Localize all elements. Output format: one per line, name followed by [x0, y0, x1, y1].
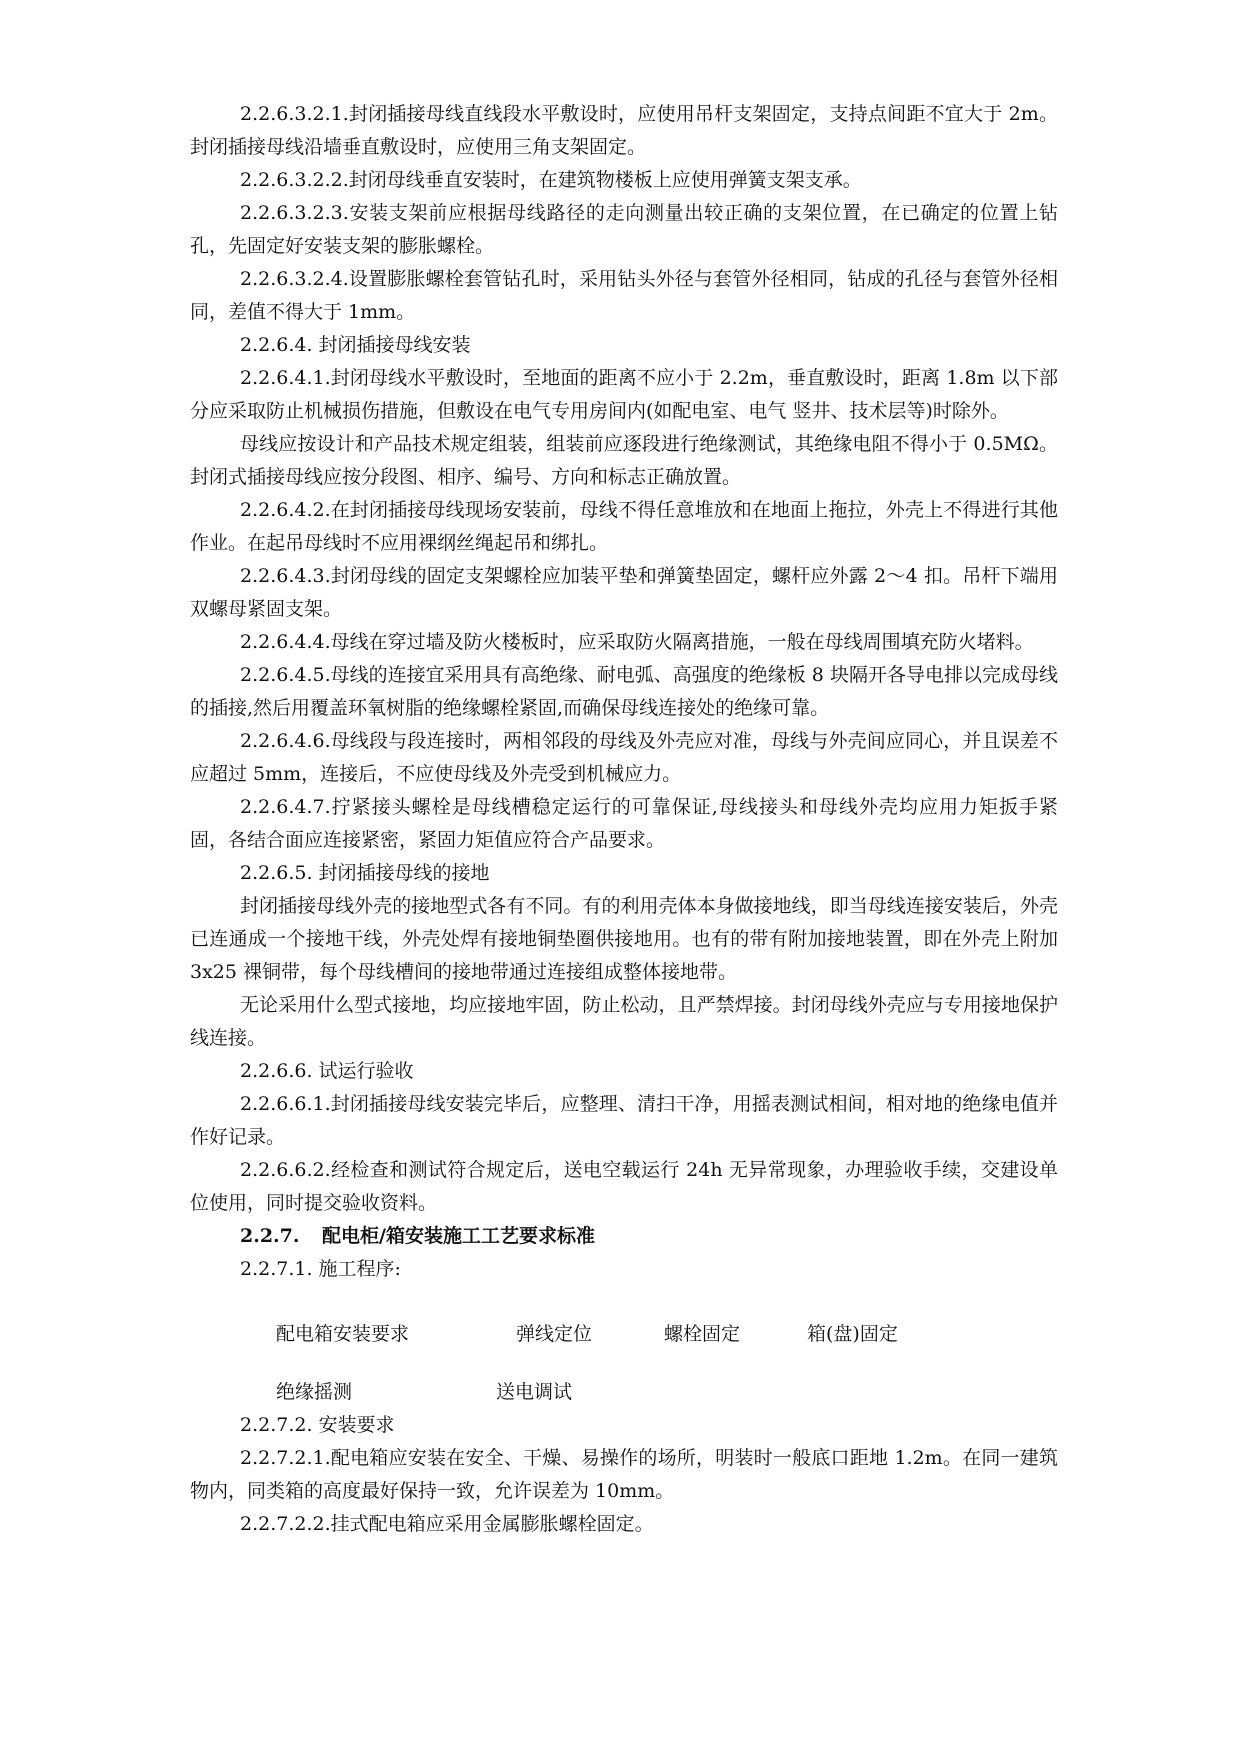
heading-2-2-7-1: 2.2.7.1. 施工程序:: [240, 1258, 401, 1280]
heading-2-2-7-2: 2.2.7.2. 安装要求: [240, 1414, 395, 1436]
paragraph-2-2-6-3-2-4: 2.2.6.3.2.4.设置膨胀螺栓套管钻孔时，采用钻头外径与套管外径相同，钻成的孔径与套管外径相同，差值不得大于 1mm。: [190, 268, 1058, 323]
heading-2-2-6-6: 2.2.6.6. 试运行验收: [240, 1060, 414, 1082]
flow-row-2: [190, 1376, 1058, 1409]
paragraph-2-2-6-4-4: 2.2.6.4.4.母线在穿过墙及防火楼板时，应采取防火隔离措施，一般在母线周围填充防火堵料。: [240, 631, 1034, 653]
paragraph-2-2-6-3-2-2: 2.2.6.3.2.2.封闭母线垂直安装时，在建筑物楼板上应使用弹簧支架支承。: [240, 169, 862, 191]
paragraph-2-2-6-6-2: 2.2.6.6.2.经检查和测试符合规定后，送电空载运行 24h 无异常现象，办理验收手续，交建设单位使用，同时提交验收资料。: [190, 1159, 1058, 1214]
flow-step-marking: 弹线定位: [516, 1323, 593, 1345]
flow-step-bolting: 螺栓固定: [664, 1323, 741, 1345]
paragraph-2-2-7-2-2: 2.2.7.2.2.挂式配电箱应采用金属膨胀螺栓固定。: [240, 1513, 654, 1535]
paragraph-grounding-types: 封闭插接母线外壳的接地型式各有不同。有的利用壳体本身做接地线，即当母线连接安装后，外壳已连通成一个接地干线，外壳处焊有接地铜垫圈供接地用。也有的带有附加接地装置，即在外壳上附加 3x25 裸铜带，每个母线槽间的接地带通过连接组成整体接地带。: [190, 895, 1058, 983]
heading-2-2-7: [190, 1220, 1058, 1253]
flow-row-1: [190, 1318, 1058, 1351]
paragraph-insulation-test: 母线应按设计和产品技术规定组装，组装前应逐段进行绝缘测试，其绝缘电阻不得小于 0.5MΩ。封闭式插接母线应按分段图、相序、编号、方向和标志正确放置。: [190, 433, 1058, 488]
paragraph-2-2-6-4-5: 2.2.6.4.5.母线的连接宜采用具有高绝缘、耐电弧、高强度的绝缘板 8 块隔开各导电排以完成母线的插接,然后用覆盖环氧树脂的绝缘螺栓紧固,而确保母线连接处的绝缘可靠。: [190, 664, 1058, 719]
paragraph-2-2-7-2-1: 2.2.7.2.1.配电箱应安装在安全、干燥、易操作的场所，明装时一般底口距地 1.2m。在同一建筑物内，同类箱的高度最好保持一致，允许误差为 10mm。: [190, 1447, 1058, 1502]
heading-2-2-7-number: 2.2.7.: [240, 1225, 300, 1247]
heading-2-2-6-4: 2.2.6.4. 封闭插接母线安装: [240, 334, 471, 356]
flow-step-power-test: 送电调试: [496, 1381, 573, 1403]
paragraph-2-2-6-4-1: 2.2.6.4.1.封闭母线水平敷设时，至地面的距离不应小于 2.2m，垂直敷设时，距离 1.8m 以下部分应采取防止机械损伤措施，但敷设在电气专用房间内(如配电室、电气 竖井、技术层等)时除外。: [190, 367, 1058, 422]
heading-2-2-6-5: 2.2.6.5. 封闭插接母线的接地: [240, 862, 490, 884]
paragraph-grounding-requirement: 无论采用什么型式接地，均应接地牢固，防止松动，且严禁焊接。封闭母线外壳应与专用接地保护线连接。: [190, 994, 1058, 1049]
paragraph-2-2-6-4-3: 2.2.6.4.3.封闭母线的固定支架螺栓应加装平垫和弹簧垫固定，螺杆应外露 2～4 扣。吊杆下端用双螺母紧固支架。: [190, 565, 1058, 620]
flow-step-requirements: 配电箱安装要求: [276, 1323, 410, 1345]
paragraph-2-2-6-3-2-1: 2.2.6.3.2.1.封闭插接母线直线段水平敷设时，应使用吊杆支架固定，支持点间距不宜大于 2m。封闭插接母线沿墙垂直敷设时，应使用三角支架固定。: [190, 103, 1058, 158]
paragraph-2-2-6-4-6: 2.2.6.4.6.母线段与段连接时，两相邻段的母线及外壳应对准，母线与外壳间应同心，并且误差不应超过 5mm，连接后，不应使母线及外壳受到机械应力。: [190, 730, 1058, 785]
spacer: [190, 1351, 1058, 1376]
spacer: [190, 1286, 1058, 1318]
paragraph-2-2-6-4-2: 2.2.6.4.2.在封闭插接母线现场安装前，母线不得任意堆放和在地面上拖拉，外壳上不得进行其他作业。在起吊母线时不应用裸纲丝绳起吊和绑扎。: [190, 499, 1058, 554]
paragraph-2-2-6-6-1: 2.2.6.6.1.封闭插接母线安装完毕后，应整理、清扫干净，用摇表测试相间，相对地的绝缘电值并作好记录。: [190, 1093, 1058, 1148]
document-body: [190, 98, 1058, 1541]
flow-step-insulation-test: 绝缘摇测: [276, 1381, 353, 1403]
heading-2-2-7-title: 配电柜/箱安装施工工艺要求标准: [322, 1225, 595, 1247]
flow-step-box-fixing: 箱(盘)固定: [807, 1323, 898, 1345]
paragraph-2-2-6-4-7: 2.2.6.4.7.拧紧接头螺栓是母线槽稳定运行的可靠保证,母线接头和母线外壳均应用力矩扳手紧固，各结合面应连接紧密，紧固力矩值应符合产品要求。: [190, 796, 1058, 851]
paragraph-2-2-6-3-2-3: 2.2.6.3.2.3.安装支架前应根据母线路径的走向测量出较正确的支架位置，在已确定的位置上钻孔，先固定好安装支架的膨胀螺栓。: [190, 202, 1058, 257]
